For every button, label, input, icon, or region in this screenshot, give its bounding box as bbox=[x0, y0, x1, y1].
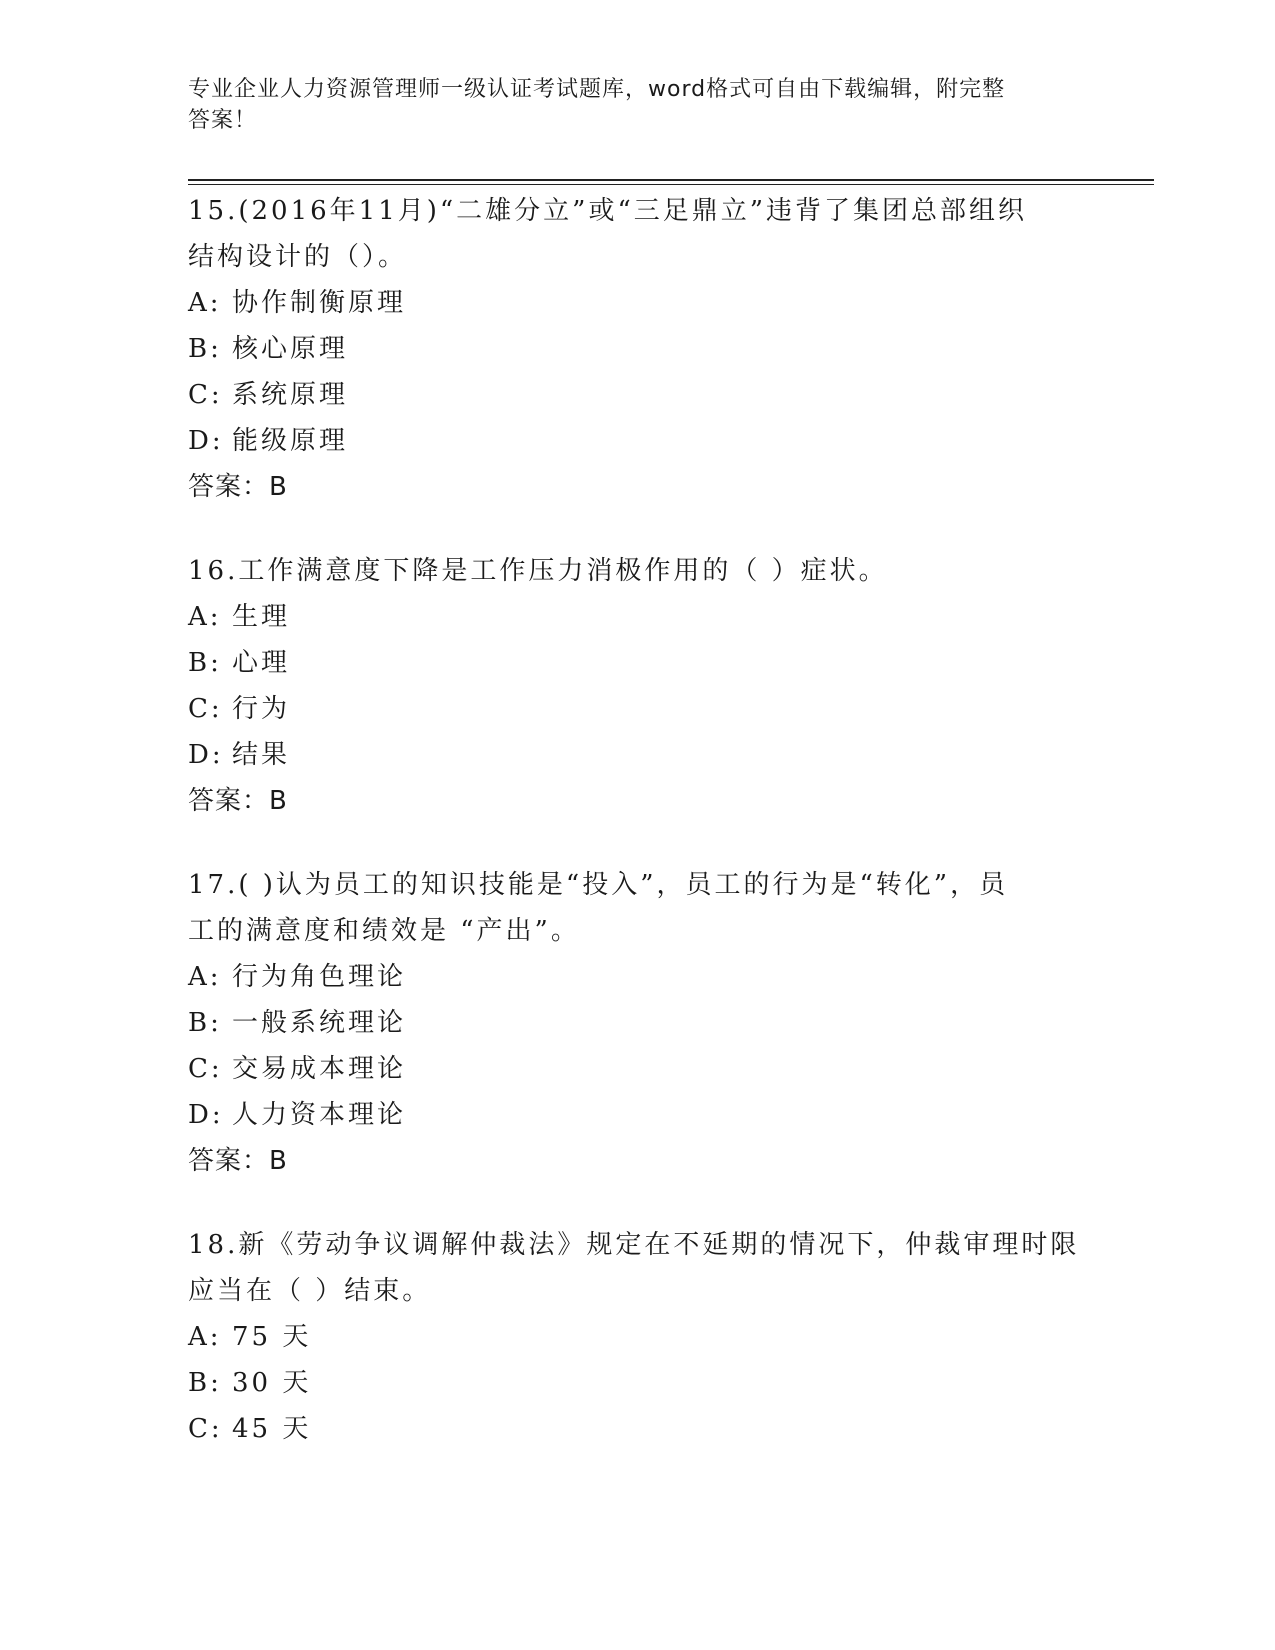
option-text: 能级原理 bbox=[232, 426, 349, 456]
option-text: 生理 bbox=[232, 602, 291, 632]
option-d bbox=[188, 418, 1088, 464]
header-divider-thick bbox=[188, 179, 1154, 181]
header-line-2: 答案！ bbox=[188, 108, 258, 133]
question-16 bbox=[188, 548, 1088, 824]
option-c bbox=[188, 372, 1088, 418]
option-letter: C: bbox=[188, 1414, 223, 1444]
option-b bbox=[188, 640, 1088, 686]
option-a bbox=[188, 1314, 1088, 1360]
option-text: 系统原理 bbox=[232, 380, 349, 410]
option-text: 交易成本理论 bbox=[232, 1054, 407, 1084]
option-b bbox=[188, 1000, 1088, 1046]
option-letter: B: bbox=[188, 334, 222, 364]
question-stem-line-1: 16.工作满意度下降是工作压力消极作用的（ ）症状。 bbox=[188, 556, 888, 586]
option-letter: B: bbox=[188, 648, 222, 678]
option-d bbox=[188, 732, 1088, 778]
option-text: 行为 bbox=[232, 694, 291, 724]
option-a bbox=[188, 594, 1088, 640]
question-stem-line-1: 15.(2016年11月)“二雄分立”或“三足鼎立”违背了集团总部组织 bbox=[188, 196, 1028, 226]
option-text: 30 天 bbox=[232, 1368, 312, 1398]
option-letter: C: bbox=[188, 694, 223, 724]
option-text: 协作制衡原理 bbox=[232, 288, 407, 318]
option-text: 45 天 bbox=[232, 1414, 312, 1444]
option-letter: D: bbox=[188, 426, 224, 456]
answer-line: 答案：B bbox=[188, 786, 288, 816]
option-text: 结果 bbox=[232, 740, 291, 770]
option-a bbox=[188, 280, 1088, 326]
option-letter: C: bbox=[188, 380, 223, 410]
option-letter: B: bbox=[188, 1008, 222, 1038]
option-d bbox=[188, 1092, 1088, 1138]
option-letter: A: bbox=[188, 602, 222, 632]
option-letter: D: bbox=[188, 1100, 224, 1130]
option-a bbox=[188, 954, 1088, 1000]
option-text: 核心原理 bbox=[232, 334, 349, 364]
option-c bbox=[188, 686, 1088, 732]
option-c bbox=[188, 1046, 1088, 1092]
option-letter: B: bbox=[188, 1368, 222, 1398]
header-divider-thin bbox=[188, 184, 1154, 185]
option-b bbox=[188, 1360, 1088, 1406]
option-letter: A: bbox=[188, 288, 222, 318]
question-stem-line-2: 应当在（ ）结束。 bbox=[188, 1276, 432, 1306]
page-header bbox=[188, 74, 1068, 136]
question-18 bbox=[188, 1222, 1088, 1452]
header-line-1: 专业企业人力资源管理师一级认证考试题库，word格式可自由下载编辑，附完整 bbox=[188, 77, 1006, 102]
option-text: 人力资本理论 bbox=[232, 1100, 407, 1130]
option-text: 行为角色理论 bbox=[232, 962, 407, 992]
option-b bbox=[188, 326, 1088, 372]
question-stem-line-1: 17.( )认为员工的知识技能是“投入”，员工的行为是“转化”，员 bbox=[188, 870, 1009, 900]
question-17 bbox=[188, 862, 1088, 1184]
question-stem-line-2: 结构设计的（）。 bbox=[188, 242, 408, 272]
option-c bbox=[188, 1406, 1088, 1452]
question-stem-line-2: 工的满意度和绩效是 “产出”。 bbox=[188, 916, 580, 946]
question-list bbox=[188, 188, 1088, 1490]
option-letter: A: bbox=[188, 962, 222, 992]
question-stem-line-1: 18.新《劳动争议调解仲裁法》规定在不延期的情况下，仲裁审理时限 bbox=[188, 1230, 1080, 1260]
question-15 bbox=[188, 188, 1088, 510]
answer-line: 答案：B bbox=[188, 472, 288, 502]
answer-line: 答案：B bbox=[188, 1146, 288, 1176]
option-text: 一般系统理论 bbox=[232, 1008, 407, 1038]
option-letter: D: bbox=[188, 740, 224, 770]
option-text: 75 天 bbox=[232, 1322, 312, 1352]
option-letter: A: bbox=[188, 1322, 222, 1352]
option-text: 心理 bbox=[232, 648, 291, 678]
option-letter: C: bbox=[188, 1054, 223, 1084]
